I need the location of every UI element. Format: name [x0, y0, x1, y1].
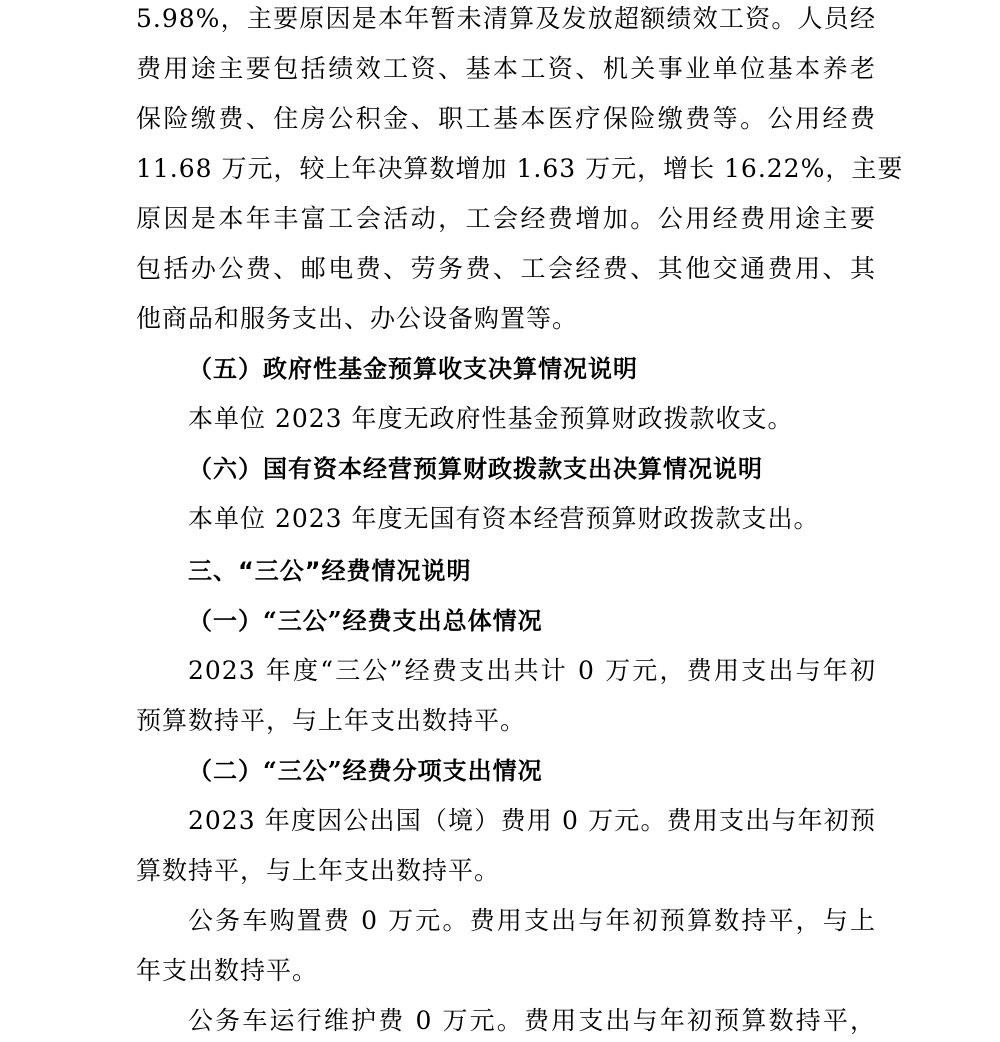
paragraph-line: 他商品和服务支出、办公设备购置等。 — [136, 304, 579, 333]
paragraph-line: 5.98%，主要原因是本年暂未清算及发放超额绩效工资。人员经 — [136, 4, 876, 33]
paragraph-line: 包括办公费、邮电费、劳务费、工会经费、其他交通费用、其 — [136, 254, 876, 283]
section-heading: 三、“三公”经费情况说明 — [188, 557, 472, 585]
paragraph-line: 保险缴费、住房公积金、职工基本医疗保险缴费等。公用经费 — [136, 104, 876, 133]
paragraph-line: 2023 年度因公出国（境）费用 0 万元。费用支出与年初预 — [188, 806, 876, 835]
paragraph-line: 本单位 2023 年度无政府性基金预算财政拨款收支。 — [188, 404, 794, 433]
paragraph-line: 本单位 2023 年度无国有资本经营预算财政拨款支出。 — [188, 504, 820, 533]
paragraph-line: 算数持平，与上年支出数持平。 — [136, 856, 501, 885]
paragraph-line: 预算数持平，与上年支出数持平。 — [136, 706, 527, 735]
paragraph-line: 公务车购置费 0 万元。费用支出与年初预算数持平，与上 — [188, 906, 876, 935]
paragraph-line: 11.68 万元，较上年决算数增加 1.63 万元，增长 16.22%，主要 — [136, 154, 904, 183]
section-subheading: （六）国有资本经营预算财政拨款支出决算情况说明 — [188, 454, 763, 483]
section-subheading: （一）“三公”经费支出总体情况 — [188, 606, 543, 635]
paragraph-line: 原因是本年丰富工会活动，工会经费增加。公用经费用途主要 — [136, 204, 876, 233]
section-subheading: （五）政府性基金预算收支决算情况说明 — [188, 354, 638, 383]
paragraph-line: 年支出数持平。 — [136, 956, 319, 985]
paragraph-line: 公务车运行维护费 0 万元。费用支出与年初预算数持平， — [188, 1006, 876, 1035]
paragraph-line: 费用途主要包括绩效工资、基本工资、机关事业单位基本养老 — [136, 54, 876, 83]
section-subheading: （二）“三公”经费分项支出情况 — [188, 756, 543, 785]
paragraph-line: 2023 年度“三公”经费支出共计 0 万元，费用支出与年初 — [188, 656, 876, 685]
